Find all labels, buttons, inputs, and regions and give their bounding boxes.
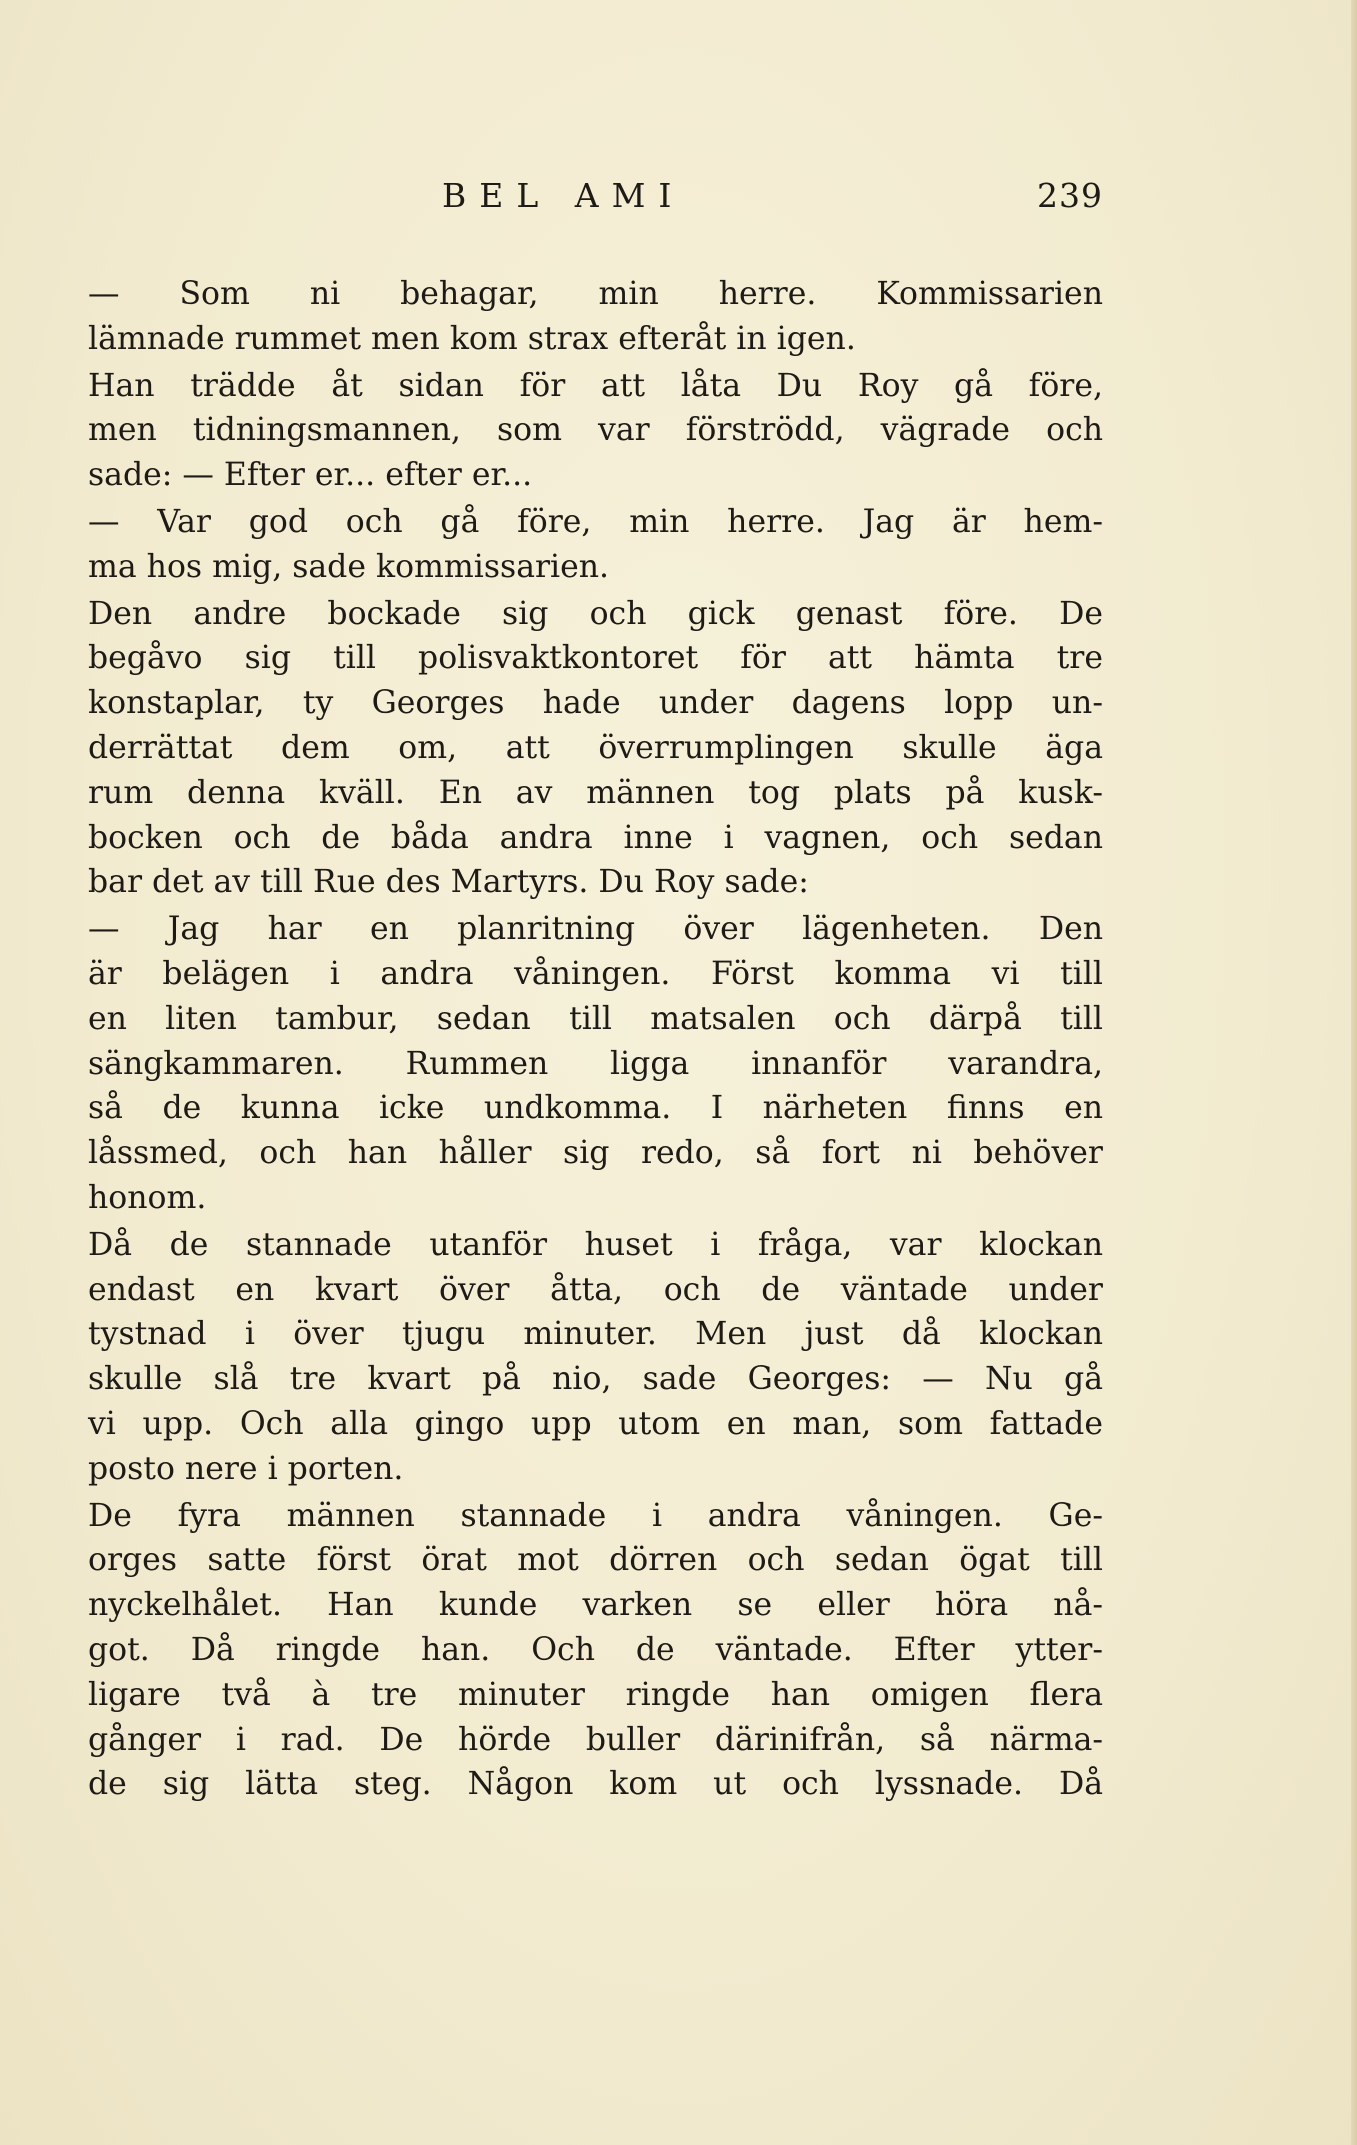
text-line: bar det av till Rue des Martyrs. Du Roy sade: (88, 864, 809, 901)
text-line: sängkammaren. Rummen ligga innanför varandra, (88, 1045, 1103, 1082)
text-line: Den andre bockade sig och gick genast före. De (88, 595, 1103, 632)
body-text (88, 272, 1103, 1807)
paragraph (88, 1223, 1103, 1492)
paragraph (88, 364, 1103, 498)
paragraph (88, 500, 1103, 590)
text-line: rum denna kväll. En av männen tog plats på kusk- (88, 774, 1103, 811)
paragraph (88, 272, 1103, 362)
paragraph (88, 1494, 1103, 1808)
text-line: honom. (88, 1179, 207, 1216)
text-line: got. Då ringde han. Och de väntade. Efter ytter- (88, 1631, 1103, 1668)
page-header (88, 176, 1103, 232)
text-line: skulle slå tre kvart på nio, sade Georges: — Nu gå (88, 1361, 1103, 1398)
text-line: men tidningsmannen, som var förströdd, vägrade och (88, 412, 1103, 449)
text-line: gånger i rad. De hörde buller därinifrån, så närma- (88, 1721, 1103, 1758)
paragraph (88, 907, 1103, 1221)
text-line: — Var god och gå före, min herre. Jag är hem- (88, 503, 1103, 540)
text-line: posto nere i porten. (88, 1450, 404, 1487)
text-line: tystnad i över tjugu minuter. Men just då klockan (88, 1316, 1103, 1353)
text-line: Då de stannade utanför huset i fråga, var klockan (88, 1226, 1103, 1263)
text-line: — Jag har en planritning över lägenheten. Den (88, 911, 1103, 948)
text-line: — Som ni behagar, min herre. Kommissarien (88, 276, 1103, 312)
text-line: De fyra männen stannade i andra våningen. Ge- (88, 1497, 1103, 1534)
text-line: en liten tambur, sedan till matsalen och därpå till (88, 1000, 1103, 1037)
text-line: endast en kvart över åtta, och de väntade under (88, 1271, 1103, 1308)
page-number: 239 (1037, 176, 1103, 215)
text-line: konstaplar, ty Georges hade under dagens lopp un- (88, 685, 1103, 722)
page-edge (1351, 0, 1357, 2145)
text-line: så de kunna icke undkomma. I närheten finns en (88, 1090, 1103, 1127)
text-line: orges satte först örat mot dörren och sedan ögat till (88, 1542, 1103, 1579)
text-line: ma hos mig, sade kommissarien. (88, 548, 610, 585)
text-line: derrättat dem om, att överrumplingen skulle äga (88, 729, 1103, 766)
text-line: låssmed, och han håller sig redo, så fort ni behöver (88, 1135, 1103, 1172)
text-line: bocken och de båda andra inne i vagnen, och sedan (88, 819, 1103, 856)
text-line: nyckelhålet. Han kunde varken se eller höra nå- (88, 1587, 1103, 1624)
text-line: Han trädde åt sidan för att låta Du Roy gå före, (88, 367, 1103, 404)
text-line: begåvo sig till polisvaktkontoret för att hämta tre (88, 640, 1103, 677)
text-line: ligare två à tre minuter ringde han omigen flera (88, 1676, 1103, 1713)
text-line: de sig lätta steg. Någon kom ut och lyssnade. Då (88, 1766, 1103, 1803)
text-line: är belägen i andra våningen. Först komma vi till (88, 955, 1103, 992)
paragraph (88, 592, 1103, 906)
text-line: sade: — Efter er... efter er... (88, 457, 533, 494)
running-title: BEL AMI (442, 176, 685, 215)
text-line: lämnade rummet men kom strax efteråt in igen. (88, 320, 856, 357)
text-line: vi upp. Och alla gingo upp utom en man, som fattade (88, 1405, 1103, 1442)
